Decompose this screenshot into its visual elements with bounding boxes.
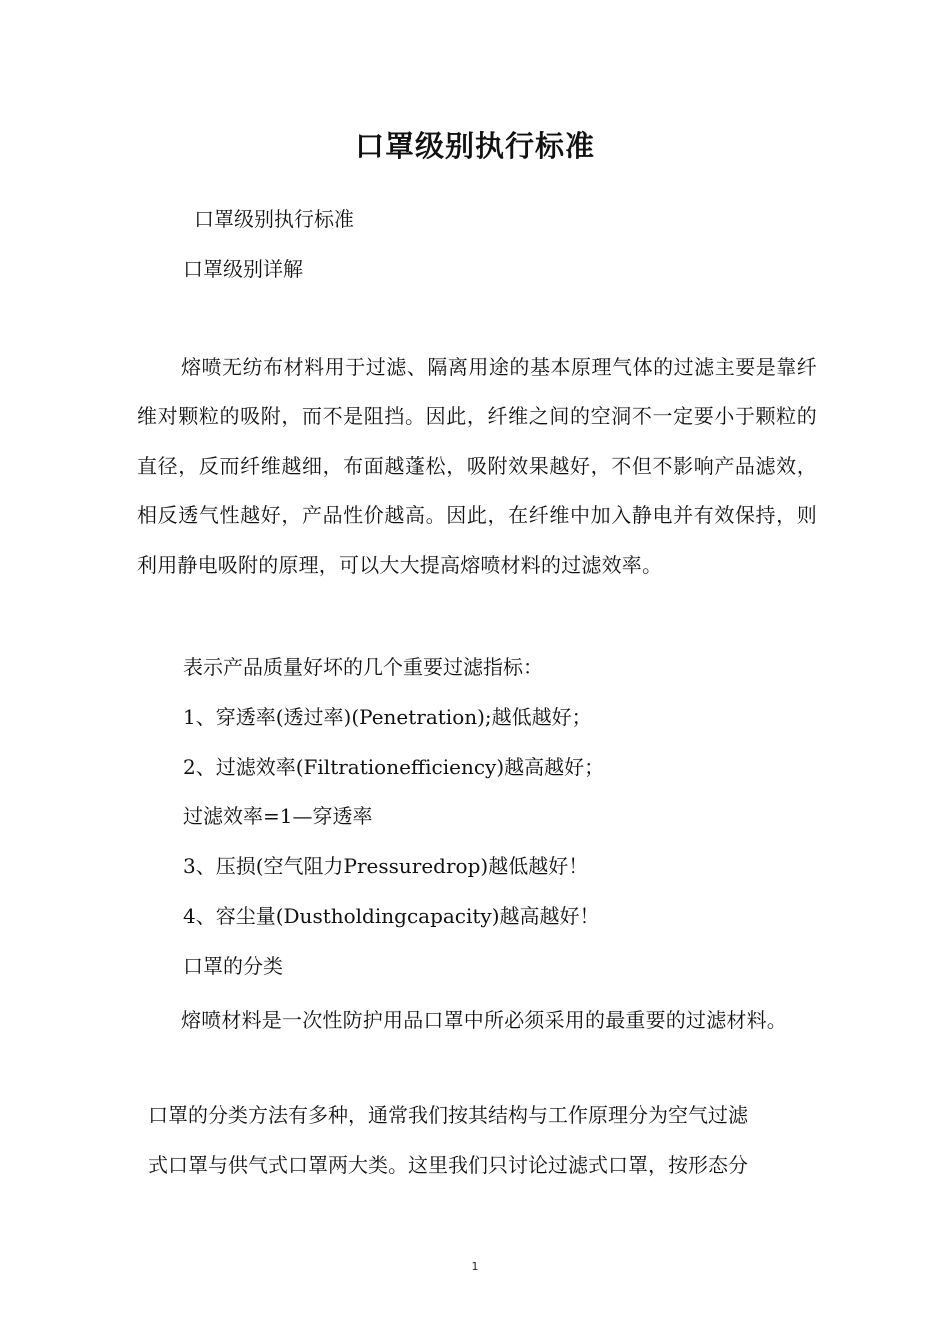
- document-title: 口罩级别执行标准: [354, 129, 595, 163]
- indicator-dust-capacity: 4、容尘量(Dustholdingcapacity)越高越好！: [183, 904, 600, 928]
- paragraph-classification-line-1: 口罩的分类方法有多种，通常我们按其结构与工作原理分为空气过滤: [148, 1103, 748, 1127]
- classification-heading: 口罩的分类: [183, 954, 283, 978]
- paragraph-classification-line-2: 式口罩与供气式口罩两大类。这里我们只讨论过滤式口罩，按形态分: [148, 1153, 748, 1177]
- efficiency-formula: 过滤效率=1—穿透率: [183, 804, 373, 828]
- indicator-pressure-drop: 3、压损(空气阻力Pressuredrop)越低越好！: [183, 854, 589, 878]
- document-subtitle: 口罩级别执行标准: [194, 207, 354, 231]
- paragraph-meltblown: 熔喷材料是一次性防护用品口罩中所必须采用的最重要的过滤材料。: [181, 1008, 787, 1032]
- indicator-penetration: 1、穿透率(透过率)(Penetration);越低越好；: [183, 705, 592, 729]
- section-heading: 口罩级别详解: [183, 257, 303, 281]
- indicators-intro: 表示产品质量好坏的几个重要过滤指标：: [183, 655, 543, 679]
- paragraph-principle: 熔喷无纺布材料用于过滤、隔离用途的基本原理气体的过滤主要是靠纤维对颗粒的吸附，而不是阻挡。因此，纤维之间的空洞不一定要小于颗粒的直径，反而纤维越细，布面越蓬松，吸附效果越好，不但不影响产品滤效，相反透气性越好，产品性价越高。因此，在纤维中加入静电并有效保持，则利用静电吸附的原理，可以大大提高熔喷材料的过滤效率。: [137, 355, 817, 577]
- indicator-filtration-efficiency: 2、过滤效率(Filtrationefficiency)越高越好；: [183, 755, 605, 779]
- page-number: 1: [471, 1260, 479, 1273]
